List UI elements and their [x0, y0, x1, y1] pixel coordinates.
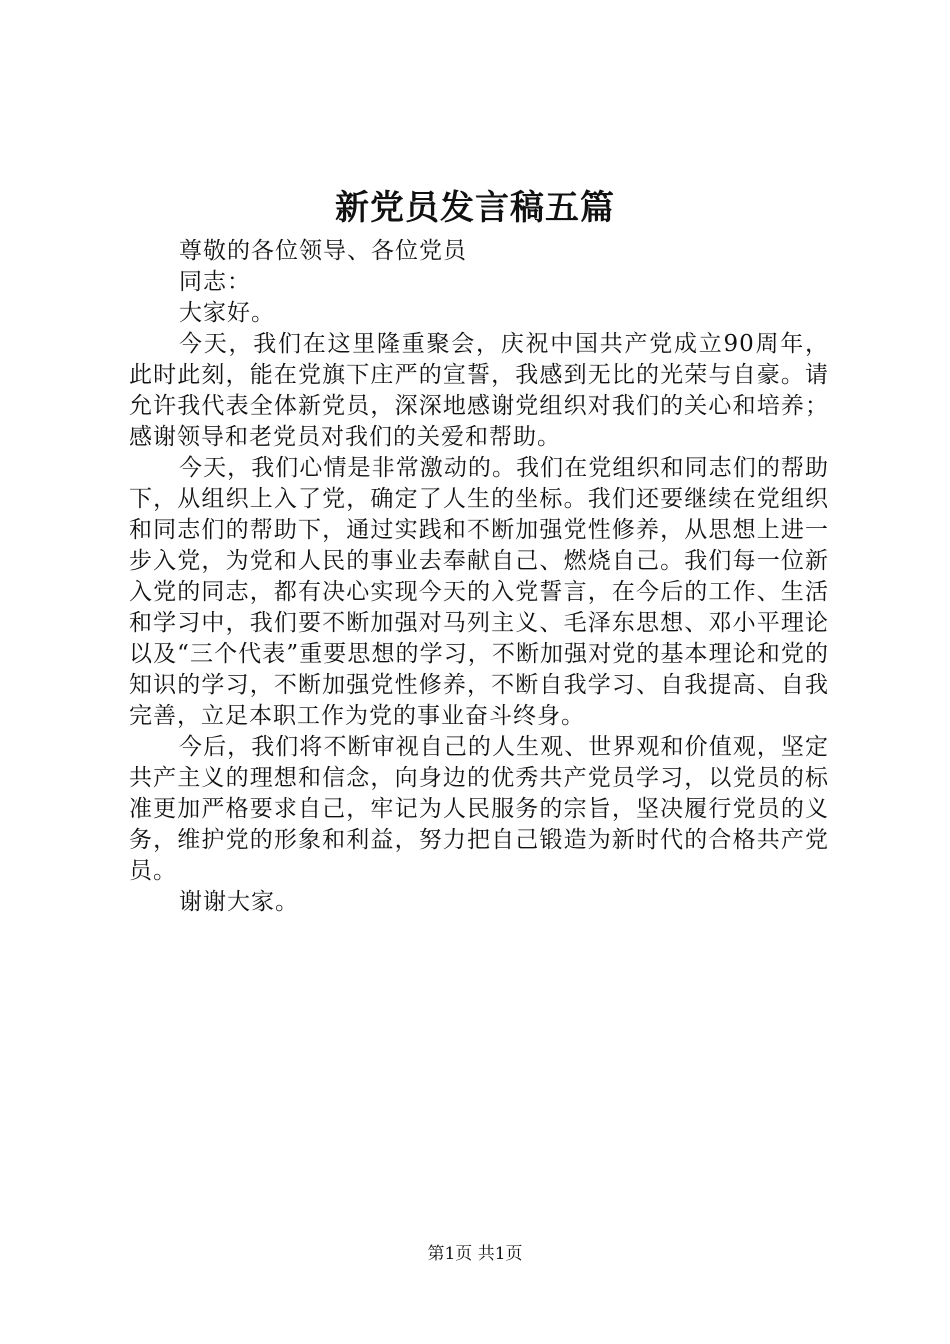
body-paragraph: 今天，我们在这里隆重聚会，庆祝中国共产党成立90周年，此时此刻，能在党旗下庄严的宣誓，我感到无比的光荣与自豪。请允许我代表全体新党员，深深地感谢党组织对我们的关心和培养；感谢领导和老党员对我们的关爱和帮助。: [129, 331, 829, 450]
document-body: [129, 236, 829, 918]
document-title: 新党员发言稿五篇: [335, 188, 615, 228]
salutation-line: 同志：: [179, 269, 251, 295]
salutation-line: 尊敬的各位领导、各位党员: [179, 238, 467, 264]
page-footer: 第1页 共1页: [427, 1244, 523, 1264]
closing-paragraph: 谢谢大家。: [179, 889, 299, 915]
greeting-paragraph: 大家好。: [179, 300, 275, 326]
body-paragraph: 今后，我们将不断审视自己的人生观、世界观和价值观，坚定共产主义的理想和信念，向身边的优秀共产党员学习，以党员的标准更加严格要求自己，牢记为人民服务的宗旨，坚决履行党员的义务，维护党的形象和利益，努力把自己锻造为新时代的合格共产党员。: [129, 734, 829, 884]
body-paragraph: 今天，我们心情是非常激动的。我们在党组织和同志们的帮助下，从组织上入了党，确定了人生的坐标。我们还要继续在党组织和同志们的帮助下，通过实践和不断加强党性修养，从思想上进一步入党，为党和人民的事业去奉献自己、燃烧自己。我们每一位新入党的同志，都有决心实现今天的入党誓言，在今后的工作、生活和学习中，我们要不断加强对马列主义、毛泽东思想、邓小平理论以及“三个代表”重要思想的学习，不断加强对党的基本理论和党的知识的学习，不断加强党性修养，不断自我学习、自我提高、自我完善，立足本职工作为党的事业奋斗终身。: [129, 455, 829, 729]
